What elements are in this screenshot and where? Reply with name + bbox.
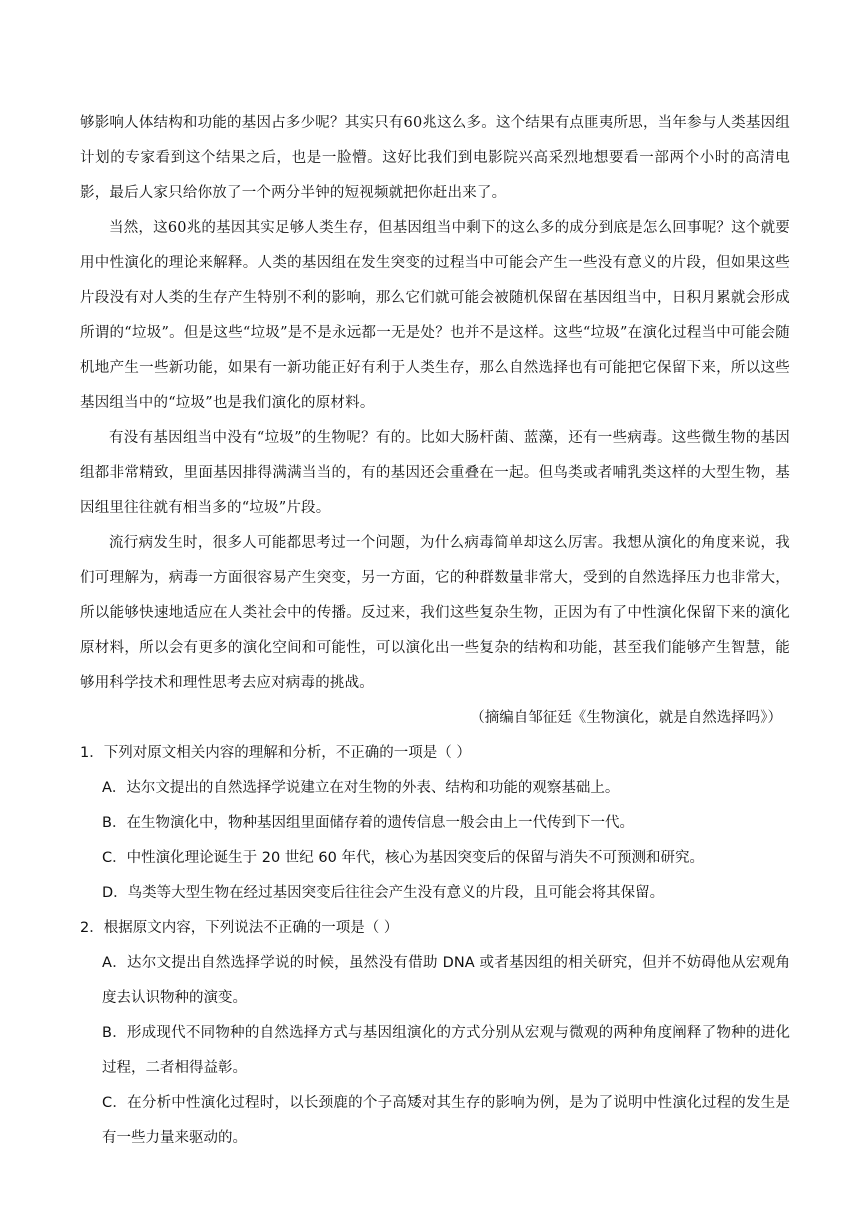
question-2 — [80, 911, 790, 1156]
article-source: （摘编自邹征廷《生物演化，就是自然选择吗》） — [470, 710, 782, 726]
question-2-option-b: B．形成现代不同物种的自然选择方式与基因组演化的方式分别从宏观与微观的两种角度阐释了物种的进化过程，二者相得益彰。 — [102, 1025, 790, 1076]
article-paragraph-1: 够影响人体结构和功能的基因占多少呢？其实只有60兆这么多。这个结果有点匪夷所思，当年参与人类基因组计划的专家看到这个结果之后，也是一脸懵。这好比我们到电影院兴高采烈地想要看一部两个小时的高清电影，最后人家只给你放了一个两分半钟的短视频就把你赶出来了。 — [80, 115, 790, 201]
question-2-stem: 2．根据原文内容，下列说法不正确的一项是（ ） — [80, 920, 399, 936]
question-1-option-d: D．鸟类等大型生物在经过基因突变后往往会产生没有意义的片段，且可能会将其保留。 — [102, 885, 665, 901]
document-content — [80, 106, 790, 1156]
question-1-option-c: C．中性演化理论诞生于 20 世纪 60 年代，核心为基因突变后的保留与消失不可预测和研究。 — [102, 850, 704, 866]
question-2-option-c: C．在分析中性演化过程时，以长颈鹿的个子高矮对其生存的影响为例，是为了说明中性演化过程的发生是有一些力量来驱动的。 — [102, 1095, 790, 1146]
article-paragraph-3: 有没有基因组当中没有“垃圾”的生物呢？有的。比如大肠杆菌、蓝藻，还有一些病毒。这些微生物的基因组都非常精致，里面基因排得满满当当的，有的基因还会重叠在一起。但鸟类或者哺乳类这样的大型生物，基因组里往往就有相当多的“垃圾”片段。 — [80, 430, 790, 516]
question-1 — [80, 736, 790, 911]
question-1-option-a: A．达尔文提出的自然选择学说建立在对生物的外表、结构和功能的观察基础上。 — [102, 780, 620, 796]
question-1-option-b: B．在生物演化中，物种基因组里面储存着的遗传信息一般会由上一代传到下一代。 — [102, 815, 634, 831]
article-paragraph-2: 当然，这60兆的基因其实足够人类生存，但基因组当中剩下的这么多的成分到底是怎么回事呢？这个就要用中性演化的理论来解释。人类的基因组在发生突变的过程当中可能会产生一些没有意义的片段，但如果这些片段没有对人类的生存产生特别不利的影响，那么它们就可能会被随机保留在基因组当中，日积月累就会形成所谓的“垃圾”。但是这些“垃圾”是不是永远都一无是处？也并不是这样。这些“垃圾”在演化过程当中可能会随机地产生一些新功能，如果有一新功能正好有利于人类生存，那么自然选择也有可能把它保留下来，所以这些基因组当中的“垃圾”也是我们演化的原材料。 — [80, 220, 790, 411]
question-1-stem: 1．下列对原文相关内容的理解和分析，不正确的一项是（ ） — [80, 745, 471, 761]
question-2-option-a: A．达尔文提出自然选择学说的时候，虽然没有借助 DNA 或者基因组的相关研究，但并不妨碍他从宏观角度去认识物种的演变。 — [102, 955, 790, 1006]
article-paragraph-4: 流行病发生时，很多人可能都思考过一个问题，为什么病毒简单却这么厉害。我想从演化的角度来说，我们可理解为，病毒一方面很容易产生突变，另一方面，它的种群数量非常大，受到的自然选择压力也非常大，所以能够快速地适应在人类社会中的传播。反过来，我们这些复杂生物，正因为有了中性演化保留下来的演化原材料，所以会有更多的演化空间和可能性，可以演化出一些复杂的结构和功能，甚至我们能够产生智慧，能够用科学技术和理性思考去应对病毒的挑战。 — [80, 535, 790, 691]
